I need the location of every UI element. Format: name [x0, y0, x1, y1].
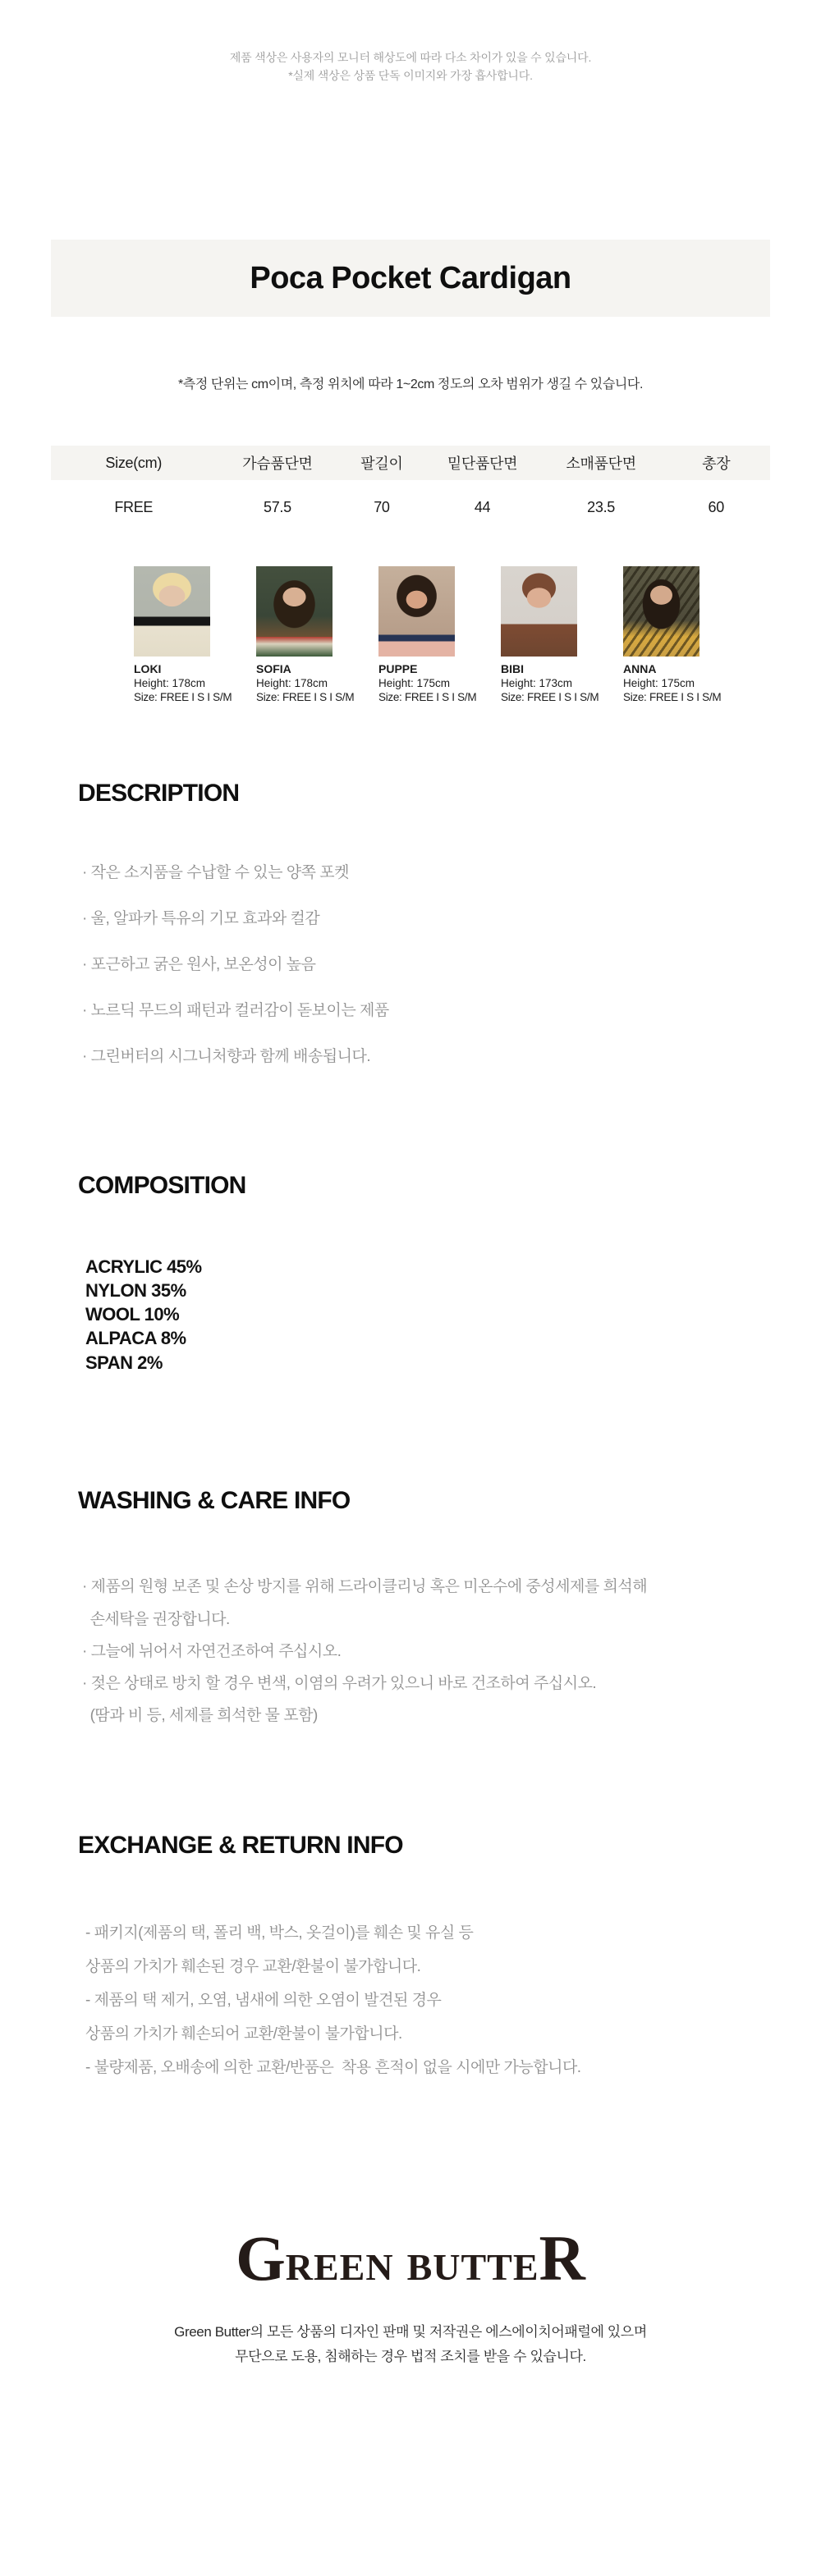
green-butter-logo — [0, 2217, 821, 2308]
logo-letter-g: G — [236, 2222, 286, 2294]
exchange-return-heading: EXCHANGE & RETURN INFO — [78, 1832, 403, 1859]
composition-heading: COMPOSITION — [78, 1172, 246, 1199]
composition-item: SPAN 2% — [85, 1352, 163, 1373]
washing-line: (땀과 비 등, 세제를 희석한 물 포함) — [82, 1707, 318, 1724]
model-photo-anna — [623, 566, 699, 657]
model-size: Size: FREE I S I S/M — [623, 691, 722, 703]
model-card-puppe — [378, 566, 493, 703]
composition-item: NYLON 35% — [85, 1280, 186, 1301]
model-name: ANNA — [623, 662, 657, 675]
model-height: Height: 175cm — [378, 677, 451, 689]
composition-item: ALPACA 8% — [85, 1328, 186, 1348]
size-value-total-length: 60 — [708, 498, 724, 515]
logo-text-reen: REEN — [285, 2246, 394, 2288]
washing-line: · 그늘에 뉘어서 자연건조하여 주십시오. — [82, 1643, 342, 1660]
model-name: SOFIA — [256, 662, 291, 675]
size-value-cuff: 23.5 — [587, 498, 616, 515]
size-table-header-chest: 가슴품단면 — [242, 455, 313, 472]
model-name: LOKI — [134, 662, 162, 675]
model-card-loki — [134, 566, 249, 703]
composition-item: ACRYLIC 45% — [85, 1256, 202, 1277]
actual-color-notice: *실제 색상은 상품 단독 이미지와 가장 흡사합니다. — [288, 69, 533, 82]
model-photo-puppe — [378, 566, 455, 657]
description-heading: DESCRIPTION — [78, 780, 240, 807]
size-table-header-size: Size(cm) — [105, 454, 163, 471]
size-table-header-row — [51, 446, 770, 480]
product-title: Poca Pocket Cardigan — [250, 261, 571, 295]
description-item: · 울, 알파카 특유의 기모 효과와 컬감 — [82, 910, 320, 927]
description-item: · 작은 소지품을 수납할 수 있는 양쪽 포켓 — [82, 864, 349, 881]
model-photo-bibi — [501, 566, 577, 657]
copyright-line-1: Green Butter의 모든 상품의 디자인 판매 및 저작권은 에스에이치어패럴에 있으며 — [174, 2324, 647, 2340]
logo-text-butte: BUTTE — [406, 2246, 539, 2288]
size-table-header-hem: 밑단품단면 — [447, 455, 518, 472]
monitor-color-notice: 제품 색상은 사용자의 모니터 해상도에 따라 다소 차이가 있을 수 있습니다. — [229, 51, 592, 64]
size-value-hem: 44 — [474, 498, 491, 515]
composition-item: WOOL 10% — [85, 1304, 180, 1325]
model-card-sofia — [256, 566, 371, 703]
model-size: Size: FREE I S I S/M — [256, 691, 355, 703]
size-table-header-cuff: 소매품단면 — [566, 455, 636, 472]
model-height: Height: 178cm — [256, 677, 328, 689]
size-value-chest: 57.5 — [264, 498, 291, 515]
measurement-note: *측정 단위는 cm이며, 측정 위치에 따라 1~2cm 정도의 오차 범위가 생길 수 있습니다. — [177, 377, 644, 391]
washing-line: 손세탁을 권장합니다. — [82, 1611, 230, 1628]
model-size: Size: FREE I S I S/M — [501, 691, 599, 703]
exchange-line: - 제품의 택 제거, 오염, 냄새에 의한 오염이 발견된 경우 — [85, 1992, 442, 2009]
washing-care-heading: WASHING & CARE INFO — [78, 1487, 351, 1514]
model-card-bibi — [501, 566, 616, 703]
washing-line: · 제품의 원형 보존 및 손상 방지를 위해 드라이클리닝 혹은 미온수에 중성세제를 희석해 — [82, 1578, 648, 1595]
logo-letter-r: R — [539, 2222, 585, 2294]
washing-line: · 젖은 상태로 방치 할 경우 변색, 이염의 우려가 있으니 바로 건조하여 주십시오. — [82, 1675, 597, 1692]
exchange-line: 상품의 가치가 훼손된 경우 교환/환불이 불가합니다. — [85, 1958, 421, 1975]
size-table-value-row — [51, 492, 770, 522]
size-table-header-sleeve-length: 팔길이 — [360, 455, 403, 472]
model-height: Height: 178cm — [134, 677, 206, 689]
product-title-band — [51, 240, 770, 317]
model-name: BIBI — [501, 662, 524, 675]
model-size: Size: FREE I S I S/M — [378, 691, 477, 703]
exchange-line: - 불량제품, 오배송에 의한 교환/반품은 착용 흔적이 없을 시에만 가능합니다. — [85, 2059, 581, 2076]
model-card-anna — [623, 566, 738, 703]
exchange-line: - 패키지(제품의 택, 폴리 백, 박스, 옷걸이)를 훼손 및 유실 등 — [85, 1924, 474, 1942]
exchange-line: 상품의 가치가 훼손되어 교환/환불이 불가합니다. — [85, 2025, 402, 2043]
model-size: Size: FREE I S I S/M — [134, 691, 232, 703]
model-height: Height: 175cm — [623, 677, 695, 689]
size-value-free: FREE — [114, 498, 154, 515]
size-value-sleeve-length: 70 — [374, 498, 390, 515]
description-item: · 노르딕 무드의 패턴과 컬러감이 돋보이는 제품 — [82, 1002, 389, 1019]
description-item: · 포근하고 굵은 원사, 보온성이 높음 — [82, 956, 316, 973]
model-photo-sofia — [256, 566, 333, 657]
size-table — [51, 446, 770, 522]
copyright-line-2: 무단으로 도용, 침해하는 경우 법적 조치를 받을 수 있습니다. — [235, 2349, 586, 2364]
model-height: Height: 173cm — [501, 677, 573, 689]
size-table-header-total-length: 총장 — [702, 455, 731, 472]
description-item: · 그린버터의 시그니처향과 함께 배송됩니다. — [82, 1048, 371, 1065]
model-name: PUPPE — [378, 662, 418, 675]
model-photo-loki — [134, 566, 210, 657]
